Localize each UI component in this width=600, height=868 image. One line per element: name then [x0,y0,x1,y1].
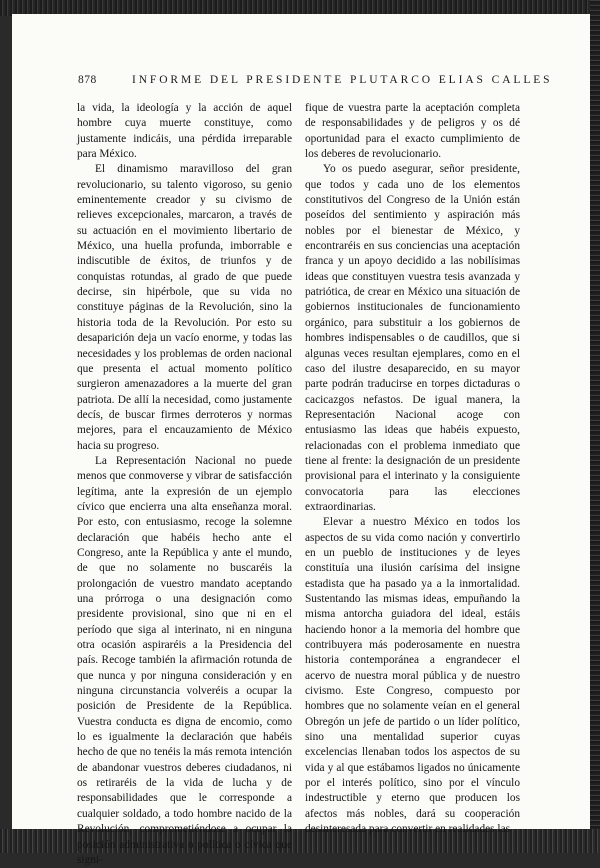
paragraph-continuation: la vida, la ideología y la acción de aquel hombre cuya muerte constituye, como justamente indicáis, una pérdida irreparable para México. [77,102,292,161]
document-page [12,14,590,866]
left-column [77,101,292,868]
paragraph: Yo os puedo asegurar, señor presidente, que todos y cada uno de los elementos constitutivos del Congreso de la Unión están poseídos del sentimiento y aspiración más nobles por el bienestar de México, y encontraréis en sus conciencias una aceptación franca y un apoyo decidido a las nobilísimas ideas que constituyen vuestra tesis avanzada y patriótica, de crear en México una situación de gobiernos institucionales de funcionamiento orgánico, para substituir a los gobiernos de hombres indispensables o de caudillos, que si algunas veces resultan ejemplares, como en el caso del ilustre desaparecido, en su mayor parte podrán traducirse en torpes dictaduras o cacicazgos nefastos. De igual manera, la Representación Nacional acoge con entusiasmo las ideas que habéis expuesto, relacionadas con el problema inmediato que tiene al frente: la designación de un presidente provisional para el interinato y la consiguiente convocatoria para las elecciones extraordinarias. [305,163,520,513]
paragraph: Elevar a nuestro México en todos los aspectos de su vida como nación y convertirlo en un pueblo de instituciones y de leyes constituía una ilusión carísima del insigne estadista que ha pasado ya a la inmortalidad. Sustentando las mismas ideas, empuñando la misma antorcha guiadora del ideal, estáis haciendo honor a la memoria del hombre que contribuyera más poderosamente en nuestra historia contemporánea a engrandecer el acervo de nuestra moral pública y de nuestro civismo. Este Congreso, compuesto por hombres que no solamente veían en el general Obregón un jefe de partido o un líder político, sino una mentalidad superior cuyas excelencias llenaban todos los aspectos de su vida y al que estábamos ligados no únicamente por el interés político, sino por el vínculo indestructible y eterno que producen los afectos más nobles, dará su cooperación desinteresada para convertir en realidades las [305,516,520,836]
scan-border-right [590,0,600,853]
paragraph: La Representación Nacional no puede menos que conmoverse y vibrar de satisfacción legítima, ante la expresión de un ejemplo cívico que encierra una alta enseñanza moral. Por esto, con entusiasmo, recoge la solemne declaración que habéis hecho ante el Congreso, ante la República y ante el mundo, de que no solamente no buscaréis la prolongación de vuestro mandato aceptando una prórroga o una designación como presidente provisional, sino que ni en el período que siga al interinato, ni en ninguna otra ocasión aspiraréis a la Presidencia del país. Recoge también la afirmación rotunda de que nunca y por ninguna consideración y en ninguna circunstancia volveréis a ocupar la posición de Presidente de la República. Vuestra conducta es digna de encomio, como lo es igualmente la declaración que habéis hecho de que no tenéis la más remota intención de abandonar vuestros deberes ciudadanos, ni os retiraréis de la vida de lucha y de responsabilidades que le corresponde a cualquier soldado, a todo hombre nacido de la Revolución, comprometiéndose a ocupar la posición administrativa o política o cívica que signi- [77,454,292,866]
right-column [305,101,520,838]
page-number: 878 [78,74,97,86]
paragraph: El dinamismo maravilloso del gran revolucionario, su talento vigoroso, su genio eminentemente creador y su civismo de relieves excepcionales, marcaron, a través de su actuación en el movimiento libertario de México, una huella profunda, imborrable e indiscutible de éxitos, de triunfos y de conquistas rotundas, al grado de que puede decirse, sin hipérbole, que su vida no constituye páginas de la Revolución, sino la historia toda de la Revolución. Por esto su desaparición deja un vacío enorme, y todas las necesidades y los problemas de orden nacional que presenta el actual momento político surgieron amenazadores a la muerte del gran patriota. De allí la necesidad, como justamente decís, de buscar firmes derroteros y normas mejores, para el encauzamiento de México hacia su progreso. [77,163,292,452]
running-title: INFORME DEL PRESIDENTE PLUTARCO ELIAS CALLES [132,74,553,86]
paragraph-continuation: fique de vuestra parte la aceptación completa de responsabilidades y de peligros y os dé oportunidad para el exacto cumplimiento de los deberes de revolucionario. [305,102,520,161]
